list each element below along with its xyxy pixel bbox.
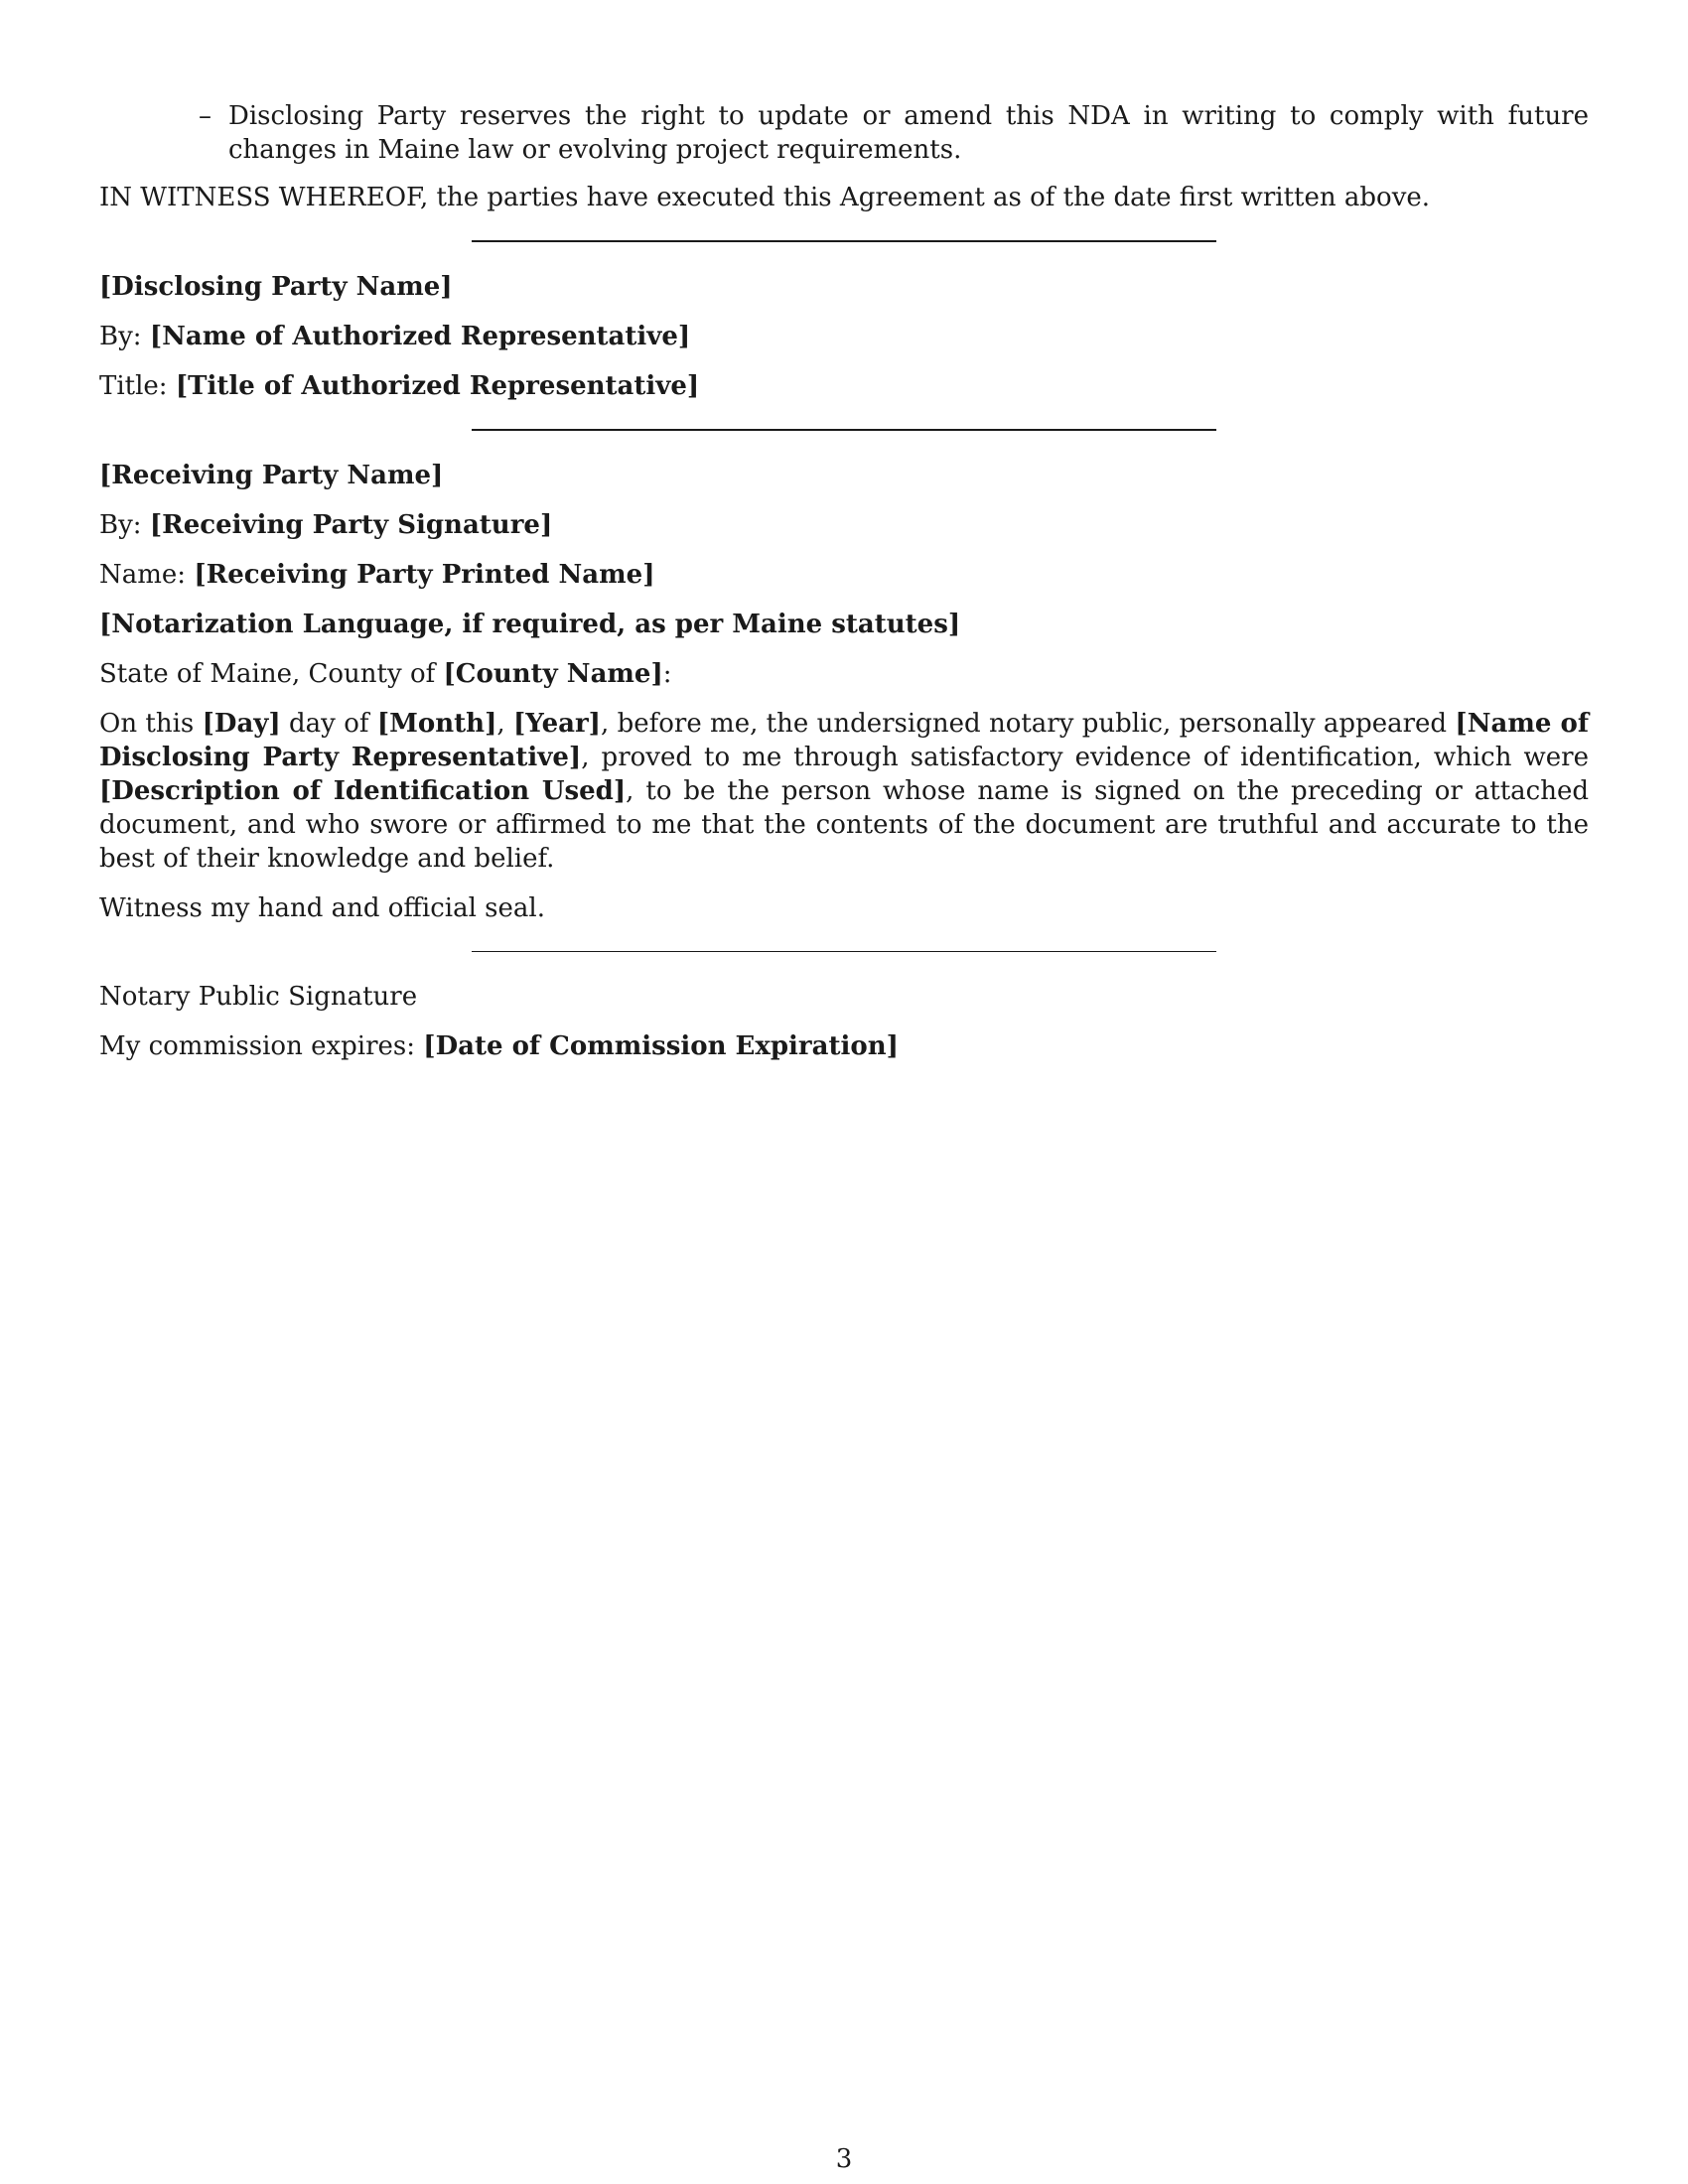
- witness-clause: IN WITNESS WHEREOF, the parties have executed this Agreement as of the date first written above.: [99, 183, 1431, 212]
- dash-bullet: –: [199, 101, 211, 131]
- receiving-signature-line: [472, 429, 1216, 431]
- notary-signature-label: Notary Public Signature: [99, 982, 418, 1012]
- disclosing-title-line: Title: [Title of Authorized Representative]: [99, 371, 700, 401]
- page-number: 3: [835, 2144, 853, 2174]
- amendment-clause: Disclosing Party reserves the right to update or amend this NDA in writing to comply with future changes in Maine law or evolving project requirements.: [228, 101, 1589, 165]
- disclosing-signature-line: [472, 240, 1216, 242]
- disclosing-party-name: [Disclosing Party Name]: [99, 272, 453, 302]
- disclosing-by-line: By: [Name of Authorized Representative]: [99, 322, 691, 351]
- document-page: [99, 99, 1589, 1079]
- receiving-by-line: By: [Receiving Party Signature]: [99, 510, 553, 540]
- county-line: State of Maine, County of [County Name]:: [99, 659, 672, 689]
- notary-heading: [Notarization Language, if required, as per Maine statutes]: [99, 610, 961, 639]
- commission-expiration-line: My commission expires: [Date of Commission Expiration]: [99, 1031, 899, 1061]
- seal-line: Witness my hand and official seal.: [99, 893, 545, 923]
- notary-signature-line: [472, 951, 1216, 952]
- receiving-party-name: [Receiving Party Name]: [99, 461, 444, 490]
- list-item: [199, 99, 1589, 167]
- receiving-name-line: Name: [Receiving Party Printed Name]: [99, 560, 655, 590]
- notary-acknowledgment-paragraph: On this [Day] day of [Month], [Year], before me, the undersigned notary public, personally appeared [Name of Disclosing Party Representative], proved to me through satisfactory evidence of identification, which were [Description of Identification Used], to be the person whose name is signed on the preceding or attached document, and who swore or affirmed to me that the contents of the document are truthful and accurate to the best of their knowledge and belief.: [99, 709, 1590, 874]
